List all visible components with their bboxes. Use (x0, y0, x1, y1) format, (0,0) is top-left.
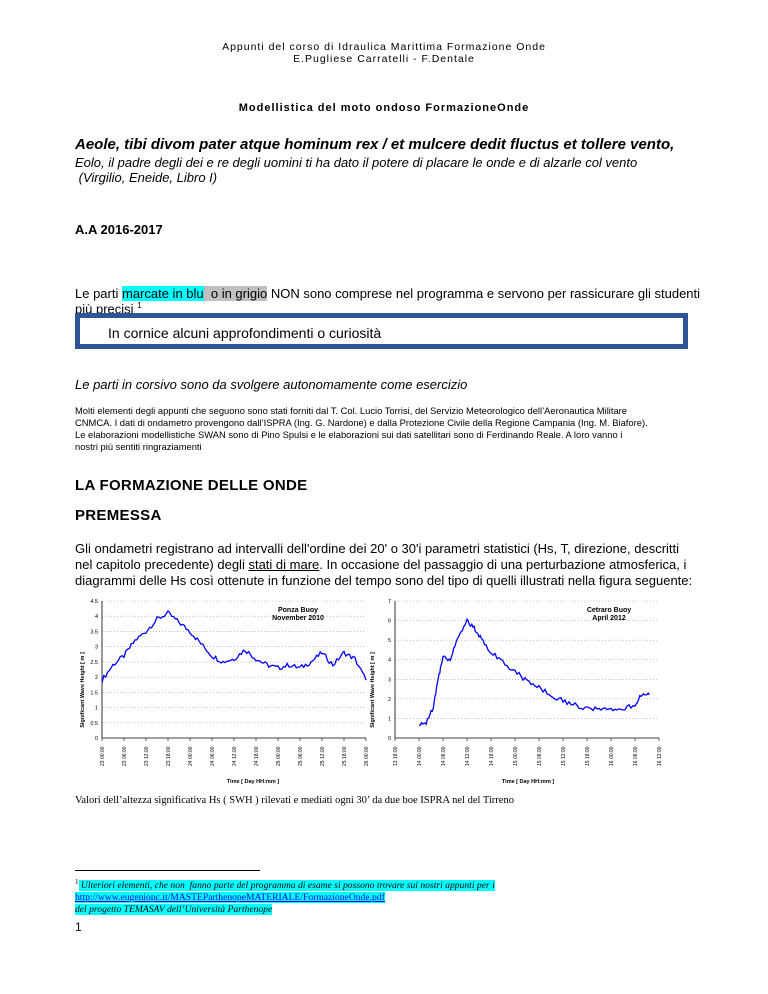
chart-grid (102, 601, 366, 723)
y-tick-label: 1 (94, 705, 98, 712)
series-line (419, 619, 649, 726)
x-tick-label: 14 12:00 (465, 746, 471, 766)
credits-line: Le elaborazioni modellistiche SWAN sono di Pino Spulsi e le elaborazioni sui dati satellitari sono di Ferdinando Reale. A loro vanno i (75, 429, 623, 440)
x-tick-label: 13 18:00 (393, 746, 399, 766)
body-line (75, 557, 700, 573)
body-text: . In occasione del passaggio di una perturbazione atmosferica, i (319, 557, 687, 572)
x-tick-label: 24 06:00 (210, 746, 216, 766)
x-tick-label: 16 00:00 (609, 746, 615, 766)
chart-axes (90, 599, 370, 766)
chart-subtitle: April 2012 (592, 615, 626, 622)
body-text: nel capitolo precedente) degli (75, 557, 249, 572)
credits-line: CNMCA. I dati di ondametro provengono dall’ISPRA (Ing. G. Nardone) e dalla Protezione Civile della Regione Campania (Ing. M. Biafore). (75, 417, 648, 428)
x-tick-label: 23 12:00 (144, 746, 150, 766)
x-tick-label: 25 06:00 (298, 746, 304, 766)
y-tick-label: 3.5 (90, 629, 98, 636)
x-tick-label: 15 18:00 (585, 746, 591, 766)
footnote-text: Ulteriori elementi, che non fanno parte del programma di esame si possono trovare sui nostri appunti per i (78, 880, 495, 892)
x-tick-label: 26 00:00 (364, 746, 370, 766)
ponza-buoy-chart (78, 593, 370, 785)
y-tick-label: 1.5 (90, 690, 98, 697)
y-tick-label: 0.5 (90, 720, 98, 727)
credits-line: Molti elementi degli appunti che seguono sono stati forniti dal T. Col. Lucio Torrisi, del Servizio Meteorologico dell’Aeronautica Militare (75, 405, 628, 416)
body-line: diagrammi delle Hs così ottenute in funzione del tempo sono del tipo di quelli illustrati nella figura seguente: (75, 573, 693, 588)
underlined-term: stati di mare (248, 557, 320, 572)
credits-line: nostri più sentiti ringraziamenti (75, 441, 202, 452)
y-tick-label: 0 (94, 736, 98, 742)
footnote-link[interactable]: http://www.eugeniopc.it/MASTEParthenopeMATERIALE/FormazioneOnde.pdf (75, 892, 385, 904)
x-tick-label: 16 06:00 (633, 746, 639, 766)
academic-year: A.A 2016-2017 (75, 222, 163, 237)
note-prefix: Le parti (75, 286, 122, 301)
running-header-line1: Appunti del corso di Idraulica Marittima Formazione Onde (222, 41, 546, 53)
quote-translation: Eolo, il padre degli dei e re degli uomini ti ha dato il potere di placare le onde e di alzarle col vento (75, 155, 638, 170)
y-tick-label: 6 (387, 618, 391, 625)
x-tick-label: 14 06:00 (441, 746, 447, 766)
note-line2: più precisi (75, 301, 138, 317)
x-tick-label: 23 18:00 (166, 746, 172, 766)
chart-subtitle: November 2010 (272, 615, 324, 622)
y-tick-label: 3 (94, 644, 98, 651)
footnote-text-line3: del progetto TEMASAV dell’Università Parthenope (75, 904, 273, 916)
y-tick-label: 4 (387, 657, 391, 664)
y-tick-label: 2 (94, 675, 98, 682)
credits (75, 405, 695, 453)
x-tick-label: 15 00:00 (513, 746, 519, 766)
y-tick-label: 2.5 (90, 659, 98, 666)
running-header-line2: E.Pugliese Carratelli - F.Dentale (293, 53, 475, 65)
y-axis-label: Significant Wave Height [ m ] (80, 652, 86, 728)
x-tick-label: 25 12:00 (320, 746, 326, 766)
x-tick-label: 24 18:00 (254, 746, 260, 766)
latin-quote: Aeole, tibi divom pater atque hominum rex / et mulcere dedit fluctus et tollere vento, (75, 136, 675, 153)
chart-title: Cetraro Buoy (586, 607, 632, 614)
x-tick-label: 25 18:00 (342, 746, 348, 766)
y-tick-label: 1 (387, 716, 391, 723)
y-axis-label: Significant Wave Height [ m ] (370, 652, 376, 728)
cetraro-buoy-chart (363, 593, 663, 785)
programme-note (75, 286, 700, 301)
x-tick-label: 15 12:00 (561, 746, 567, 766)
y-tick-label: 3 (387, 677, 391, 684)
x-axis-label: Time [ Day HH:mm ] (501, 779, 555, 785)
x-tick-label: 24 00:00 (188, 746, 194, 766)
figure-caption: Valori dell’altezza significativa Hs ( SWH ) rilevati e mediati ogni 30’ da due boe ISPRA nel del Tirreno (75, 795, 514, 806)
y-tick-label: 4.5 (90, 599, 98, 605)
x-axis-label: Time [ Day HH:mm ] (226, 779, 280, 785)
x-tick-label: 15 06:00 (537, 746, 543, 766)
footnote-separator (75, 870, 260, 871)
footnote-mark: 1 (75, 878, 79, 886)
framed-note-box (75, 313, 688, 349)
note-suffix: NON sono comprese nel programma e servono per rassicurare gli studenti (267, 286, 701, 301)
chart-title: Ponza Buoy (277, 607, 319, 614)
x-tick-label: 24 12:00 (232, 746, 238, 766)
subsection-heading: PREMESSA (75, 507, 162, 524)
document-title: Modellistica del moto ondoso FormazioneOnde (238, 102, 530, 114)
note-grey-highlight: o in grigio (203, 286, 268, 301)
y-tick-label: 4 (94, 614, 98, 621)
page-number: 1 (75, 920, 82, 934)
chart-axes (388, 599, 663, 766)
footnote-ref[interactable]: 1 (137, 301, 142, 310)
body-paragraph (75, 541, 700, 589)
body-line: Gli ondametri registrano ad intervalli dell'ordine dei 20' o 30'i parametri statistici (Hs, T, direzione, descritti (75, 541, 680, 556)
x-tick-label: 14 18:00 (489, 746, 495, 766)
note-blue-highlight: marcate in blu (121, 286, 204, 301)
exercise-note: Le parti in corsivo sono da svolgere autonomamente come esercizio (75, 377, 468, 392)
x-tick-label: 23 00:00 (100, 746, 106, 766)
x-tick-label: 23 06:00 (122, 746, 128, 766)
footnote (75, 876, 695, 916)
framed-note-text: In cornice alcuni approfondimenti o curiosità (108, 325, 382, 341)
x-tick-label: 25 00:00 (276, 746, 282, 766)
y-tick-label: 0 (387, 736, 391, 742)
y-tick-label: 5 (387, 638, 391, 645)
section-heading: LA FORMAZIONE DELLE ONDE (75, 477, 308, 494)
y-tick-label: 7 (387, 599, 391, 605)
x-tick-label: 14 00:00 (417, 746, 423, 766)
y-tick-label: 2 (387, 696, 391, 703)
x-tick-label: 16 12:00 (657, 746, 663, 766)
quote-source: (Virgilio, Eneide, Libro I) (75, 170, 218, 185)
